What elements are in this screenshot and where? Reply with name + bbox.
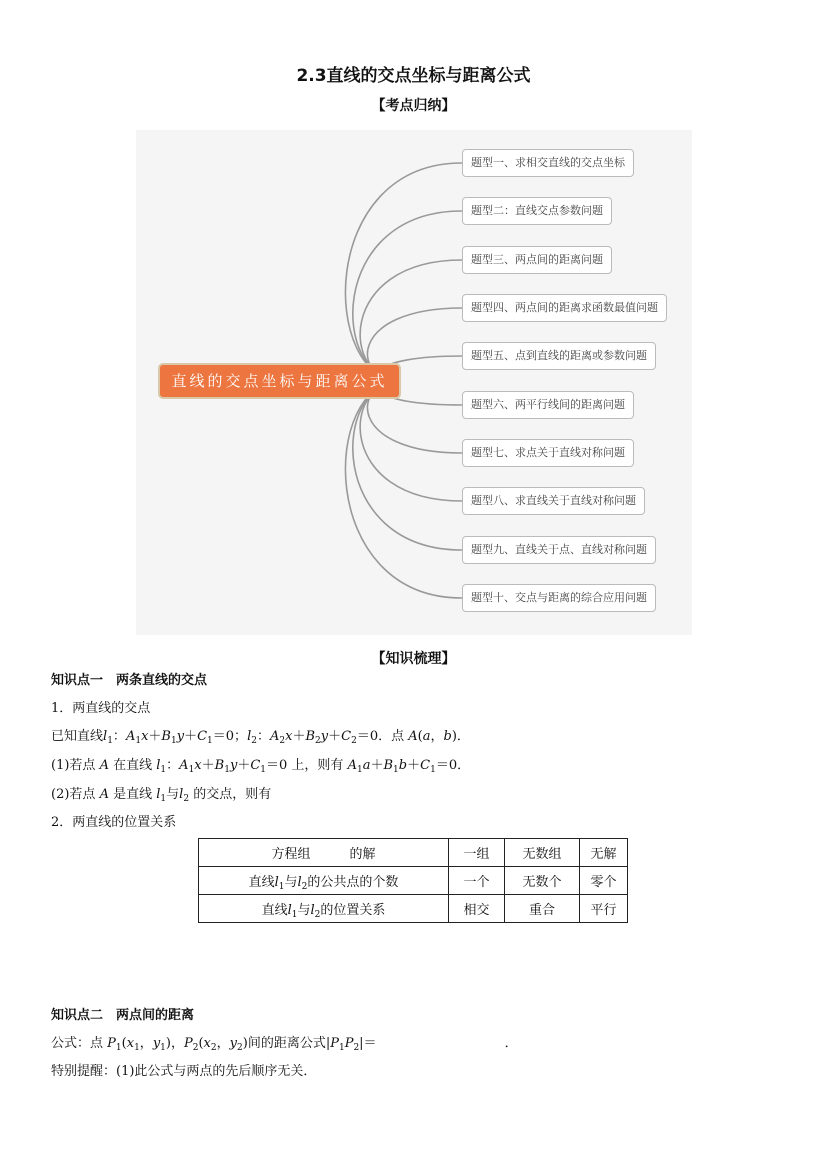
table-header-cell: 一组	[449, 839, 505, 867]
table-row	[199, 895, 628, 923]
branch-type-6: 题型六、两平行线间的距离问题	[462, 391, 634, 419]
mind-map	[136, 130, 692, 635]
branch-type-8: 题型八、求直线关于直线对称问题	[462, 487, 645, 515]
subsection-intersection: 1．两直线的交点	[51, 701, 151, 716]
branch-type-9: 题型九、直线关于点、直线对称问题	[462, 536, 656, 564]
branch-type-3: 题型三、两点间的距离问题	[462, 246, 612, 274]
table-header-cell: 方程组 的解	[199, 839, 449, 867]
special-reminder: 特别提醒：(1)此公式与两点的先后顺序无关．	[51, 1064, 317, 1079]
section-heading-kaodian: 【考点归纳】	[371, 98, 456, 114]
table-cell: 相交	[449, 895, 505, 923]
table-cell: 平行	[580, 895, 628, 923]
table-row	[199, 867, 628, 895]
table-cell: 零个	[580, 867, 628, 895]
branch-type-2: 题型二：直线交点参数问题	[462, 197, 612, 225]
distance-formula: 公式：点 $P_1(x_1$，$y_1$)，$P_2(x_2$，$y_2$)间的距离公式$|P_1P_2|=$ ．	[51, 1036, 518, 1053]
section-heading-zhishi: 【知识梳理】	[371, 651, 456, 667]
table-row	[199, 839, 628, 867]
table-cell: 重合	[505, 895, 580, 923]
branch-type-10: 题型十、交点与距离的综合应用问题	[462, 584, 656, 612]
table-cell: 一个	[449, 867, 505, 895]
condition-1: (1)若点 A 在直线 $l_1$：$A_1x+B_1y+C_1=0$ 上，则有 $A_1a+B_1b+C_1=0$．	[51, 758, 471, 775]
subsection-position-relation: 2．两直线的位置关系	[51, 815, 177, 830]
table-header-cell: 无解	[580, 839, 628, 867]
table-header-cell: 无数组	[505, 839, 580, 867]
knowledge-point-1-heading: 知识点一 两条直线的交点	[51, 673, 208, 688]
table-cell: 无数个	[505, 867, 580, 895]
branch-type-7: 题型七、求点关于直线对称问题	[462, 439, 634, 467]
branch-type-4: 题型四、两点间的距离求函数最值问题	[462, 294, 667, 322]
condition-2: (2)若点 A 是直线 $l_1$与$l_2$ 的交点，则有	[51, 787, 272, 804]
table-row-label: 直线$l_1$与$l_2$的公共点的个数	[199, 867, 449, 895]
page-title: 2.3直线的交点坐标与距离公式	[296, 66, 531, 86]
mind-map-center-node: 直线的交点坐标与距离公式	[158, 363, 401, 399]
branch-type-1: 题型一、求相交直线的交点坐标	[462, 149, 634, 177]
branch-type-5: 题型五、点到直线的距离或参数问题	[462, 342, 656, 370]
given-lines-statement: 已知直线$l_1$：$A_1x+B_1y+C_1=0$；$l_2$：$A_2x+B_2y+C_2=0$．点 A(a，b)．	[51, 729, 470, 746]
table-row-label: 直线$l_1$与$l_2$的位置关系	[199, 895, 449, 923]
position-relation-table	[198, 838, 628, 923]
knowledge-point-2-heading: 知识点二 两点间的距离	[51, 1008, 195, 1023]
